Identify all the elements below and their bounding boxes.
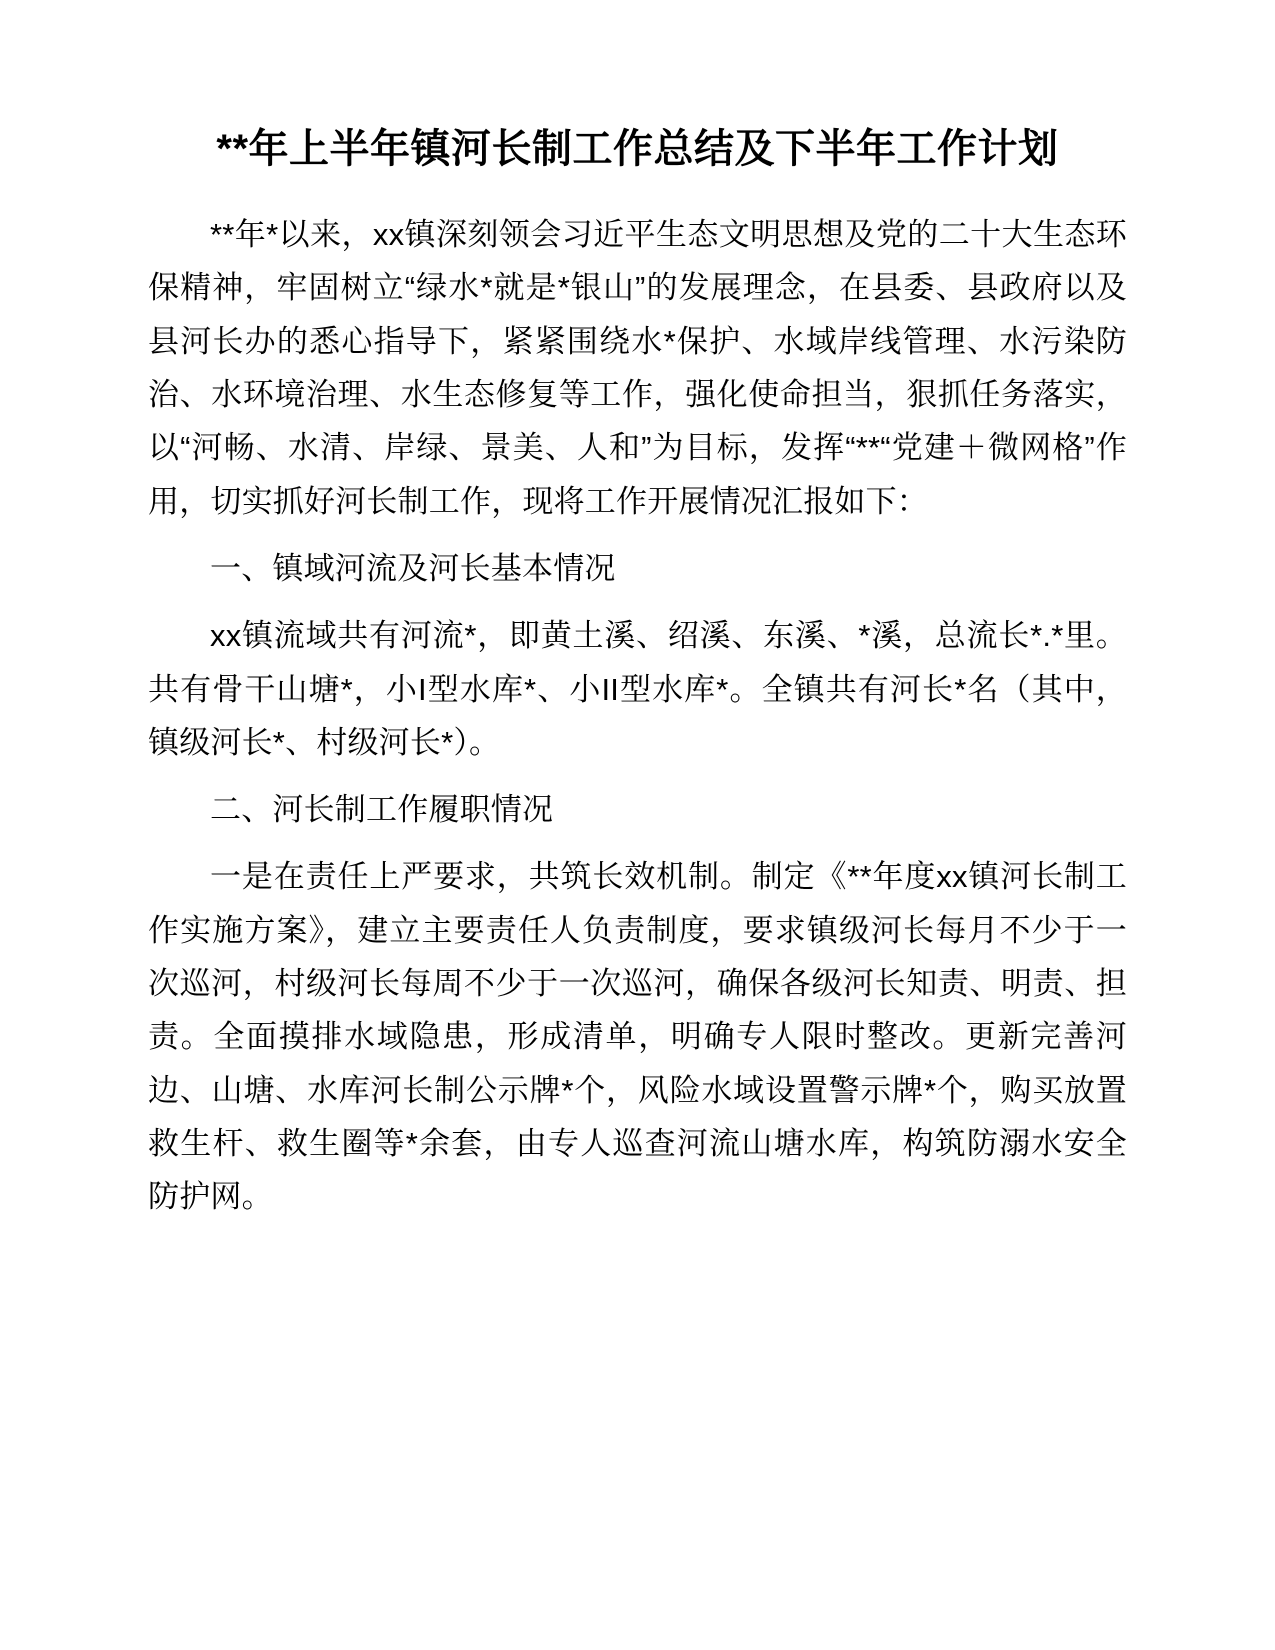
paragraph-intro: **年*以来，xx镇深刻领会习近平生态文明思想及党的二十大生态环保精神，牢固树立“绿水*就是*银山”的发展理念，在县委、县政府以及县河长办的悉心指导下，紧紧围绕水*保护、水域岸线管理、水污染防治、水环境治理、水生态修复等工作，强化使命担当，狠抓任务落实，以“河畅、水清、岸绿、景美、人和”为目标，发挥“**“党建＋微网格”作用，切实抓好河长制工作，现将工作开展情况汇报如下： — [148, 217, 1127, 519]
page-title: **年上半年镇河长制工作总结及下半年工作计划 — [216, 127, 1059, 171]
section-one-body: xx镇流域共有河流*，即黄土溪、绍溪、东溪、*溪，总流长*.*里。共有骨干山塘*，小I型水库*、小II型水库*。全镇共有河长*名（其中，镇级河长*、村级河长*）。 — [148, 618, 1127, 760]
section-heading-one: 一、镇域河流及河长基本情况 — [210, 550, 616, 586]
section-heading-two: 二、河长制工作履职情况 — [210, 792, 554, 828]
section-two-body: 一是在责任上严要求，共筑长效机制。制定《**年度xx镇河长制工作实施方案》，建立主要责任人负责制度，要求镇级河长每月不少于一次巡河，村级河长每周不少于一次巡河，确保各级河长知责、明责、担责。全面摸排水域隐患，形成清单，明确专人限时整改。更新完善河边、山塘、水库河长制公示牌*个，风险水域设置警示牌*个，购买放置救生杆、救生圈等*余套，由专人巡查河流山塘水库，构筑防溺水安全防护网。 — [148, 859, 1127, 1215]
